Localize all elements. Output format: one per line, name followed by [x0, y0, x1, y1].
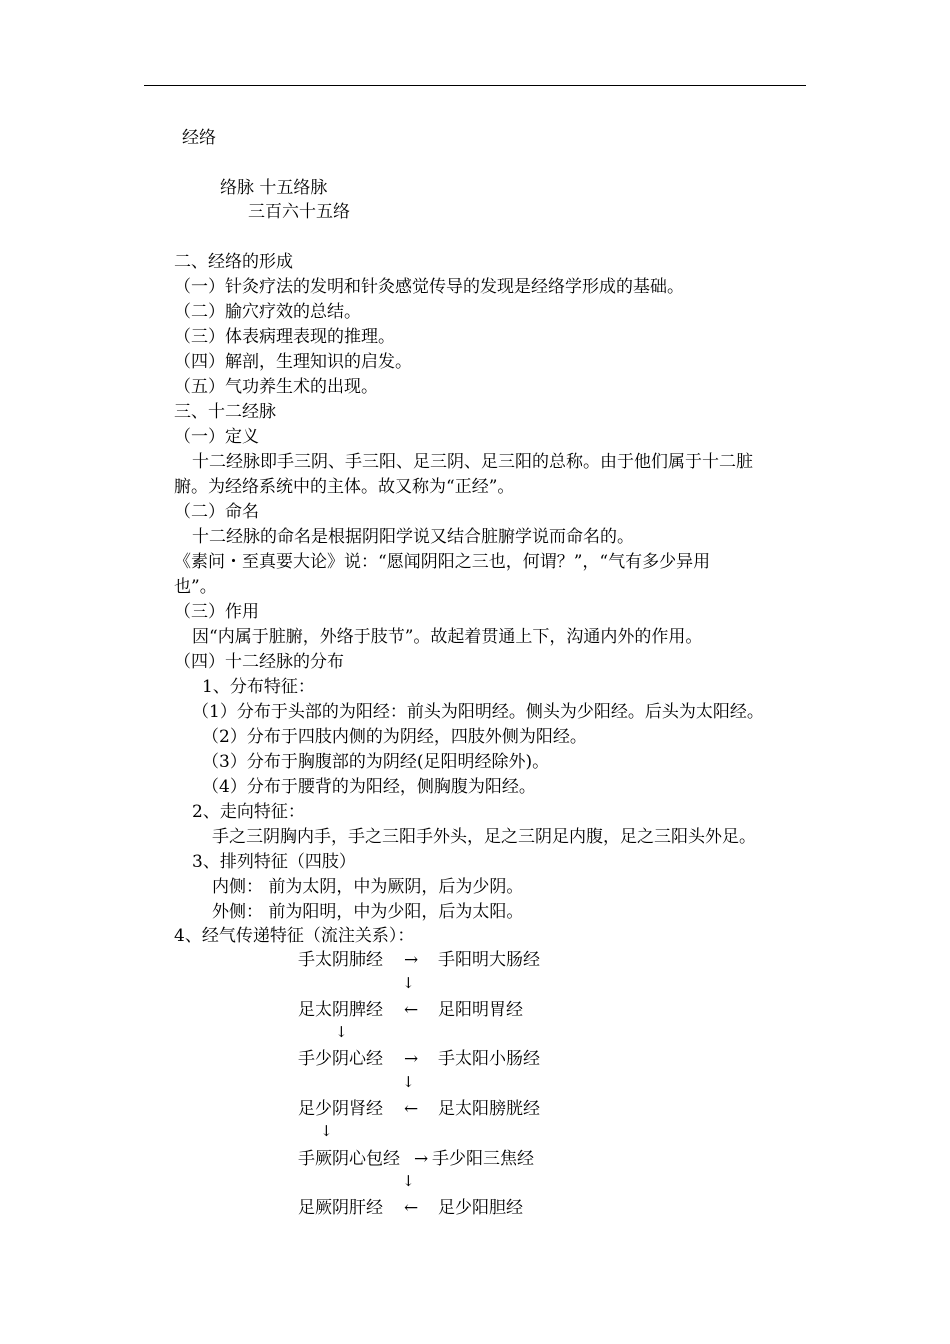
meridian-foot-shaoyang-gallbladder: 足少阳胆经 [438, 1198, 523, 1218]
right-arrow: → [404, 1049, 419, 1069]
right-arrow: → [414, 1149, 429, 1169]
text-line: 《素问・至真要大论》说：“愿闻阴阳之三也，何谓？”，“气有多少异用 [174, 552, 711, 572]
text-line: （4）分布于腰背的为阳经，侧胸腹为阳经。 [202, 777, 536, 797]
text-line: 十二经脉的命名是根据阴阳学说又结合脏腑学说而命名的。 [192, 527, 634, 547]
left-arrow: ← [404, 1000, 419, 1020]
text-line: 手之三阴胸内手，手之三阳手外头，足之三阴足内腹，足之三阳头外足。 [212, 827, 756, 847]
section-heading: 二、经络的形成 [174, 252, 293, 272]
text-line: 也”。 [174, 577, 217, 597]
meridian-hand-taiyin-lung: 手太阴肺经 [298, 950, 383, 970]
section-heading: 三、十二经脉 [174, 402, 276, 422]
text-line: 内侧： 前为太阴，中为厥阴，后为少阴。 [212, 877, 524, 897]
text-line: （一）针灸疗法的发明和针灸感觉传导的发现是经络学形成的基础。 [174, 277, 684, 297]
down-arrow: ↓ [402, 974, 415, 992]
doc-title: 经络 [182, 128, 216, 148]
meridian-hand-shaoyang-sanjiao: 手少阳三焦经 [432, 1149, 534, 1169]
meridian-hand-jueyin-pericardium: 手厥阴心包经 [298, 1149, 400, 1169]
down-arrow: ↓ [335, 1023, 348, 1041]
text-line: 1、分布特征： [202, 677, 315, 697]
text-line: （二）腧穴疗效的总结。 [174, 302, 361, 322]
down-arrow: ↓ [320, 1122, 333, 1140]
down-arrow: ↓ [402, 1073, 415, 1091]
meridian-hand-yangming-large-intestine: 手阳明大肠经 [438, 950, 540, 970]
meridian-hand-taiyang-small-intestine: 手太阳小肠经 [438, 1049, 540, 1069]
text-line: 4、经气传递特征（流注关系）： [174, 926, 415, 946]
text-line: 络脉 十五络脉 [220, 178, 328, 198]
text-line: （四）解剖，生理知识的启发。 [174, 352, 412, 372]
text-line: 3、排列特征（四肢） [192, 852, 356, 872]
text-line: 三百六十五络 [248, 202, 350, 222]
text-line: （五）气功养生术的出现。 [174, 377, 378, 397]
text-line: 外侧： 前为阳明，中为少阳，后为太阳。 [212, 902, 524, 922]
text-line: （三）体表病理表现的推理。 [174, 327, 395, 347]
text-line: 2、走向特征： [192, 802, 305, 822]
subsection-heading: （一）定义 [174, 427, 259, 447]
subsection-heading: （三）作用 [174, 602, 259, 622]
down-arrow: ↓ [402, 1172, 415, 1190]
text-line: （2）分布于四肢内侧的为阴经，四肢外侧为阳经。 [202, 727, 587, 747]
meridian-foot-jueyin-liver: 足厥阴肝经 [298, 1198, 383, 1218]
text-line: 因“内属于脏腑，外络于肢节”。故起着贯通上下，沟通内外的作用。 [192, 627, 703, 647]
meridian-hand-shaoyin-heart: 手少阴心经 [298, 1049, 383, 1069]
meridian-foot-taiyang-bladder: 足太阳膀胱经 [438, 1099, 540, 1119]
left-arrow: ← [404, 1099, 419, 1119]
right-arrow: → [404, 950, 419, 970]
subsection-heading: （四）十二经脉的分布 [174, 652, 344, 672]
left-arrow: ← [404, 1198, 419, 1218]
meridian-foot-taiyin-spleen: 足太阴脾经 [298, 1000, 383, 1020]
meridian-foot-shaoyin-kidney: 足少阴肾经 [298, 1099, 383, 1119]
text-line: （1）分布于头部的为阳经：前头为阳明经。侧头为少阳经。后头为太阳经。 [192, 702, 764, 722]
meridian-foot-yangming-stomach: 足阳明胃经 [438, 1000, 523, 1020]
text-line: （3）分布于胸腹部的为阴经(足阳明经除外)。 [202, 752, 550, 772]
header-rule [144, 85, 806, 86]
text-line: 十二经脉即手三阴、手三阳、足三阴、足三阳的总称。由于他们属于十二脏 [192, 452, 753, 472]
text-line: 腑。为经络系统中的主体。故又称为“正经”。 [174, 477, 515, 497]
subsection-heading: （二）命名 [174, 502, 259, 522]
